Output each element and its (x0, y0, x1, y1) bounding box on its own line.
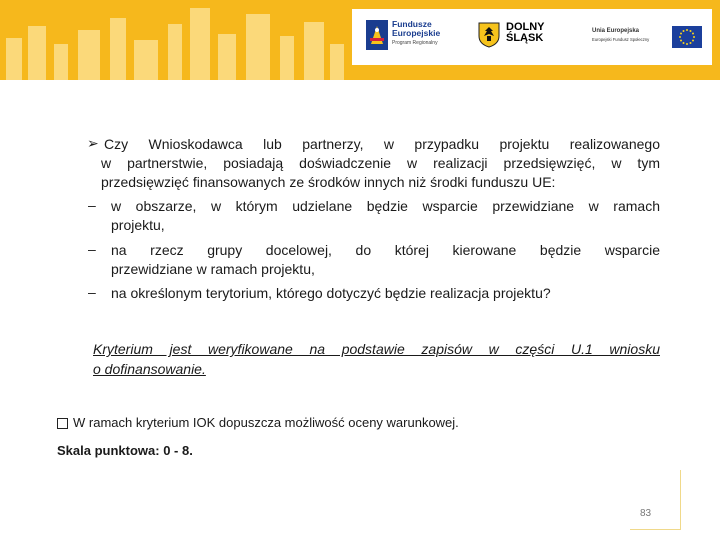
corner-line (680, 470, 681, 530)
square-bullet-icon (57, 418, 68, 429)
ds-line2: ŚLĄSK (506, 32, 544, 44)
fe-line1: Fundusze (392, 19, 432, 29)
question-line: w partnerstwie, posiadają doświadczenie w realizacji przedsięwzięć, w tym (101, 155, 660, 171)
item-line: na określonym terytorium, którego dotyczyć będzie realizacja projektu? (111, 285, 551, 301)
item-line: na rzecz grupy docelowej, do której kierowane będzie wsparcie (111, 242, 660, 258)
note-text: W ramach kryterium IOK dopuszcza możliwość oceny warunkowej. (73, 415, 459, 430)
ue-title: Unia Europejska (592, 28, 640, 34)
ds-line1: DOLNY (506, 21, 545, 33)
ue-sub: Europejski Fundusz Społeczny (592, 37, 650, 42)
dash-bullet-icon: – (88, 241, 96, 257)
question-line: Czy Wnioskodawca lub partnerzy, w przypadku projektu realizowanego (104, 136, 660, 152)
scale-text: Skala punktowa: 0 - 8. (57, 443, 193, 458)
fe-sub: Program Regionalny (392, 40, 438, 46)
arrow-bullet-icon: ➢ (87, 135, 99, 151)
dash-bullet-icon: – (88, 284, 96, 300)
criterion-line: o dofinansowanie. (93, 361, 206, 377)
item-line: w obszarze, w którym udzielane będzie wsparcie przewidziane w ramach (111, 198, 660, 214)
item-line: przewidziane w ramach projektu, (111, 261, 315, 277)
item-line: projektu, (111, 217, 165, 233)
corner-line (630, 529, 680, 530)
fe-line2: Europejskie (392, 28, 441, 38)
dash-bullet-icon: – (88, 197, 96, 213)
page-number: 83 (640, 508, 652, 519)
criterion-line: Kryterium jest weryfikowane na podstawie zapisów w części U.1 wniosku (93, 341, 660, 357)
question-line: przedsięwzięć finansowanych ze środków innych niż środki funduszu UE: (101, 174, 556, 190)
